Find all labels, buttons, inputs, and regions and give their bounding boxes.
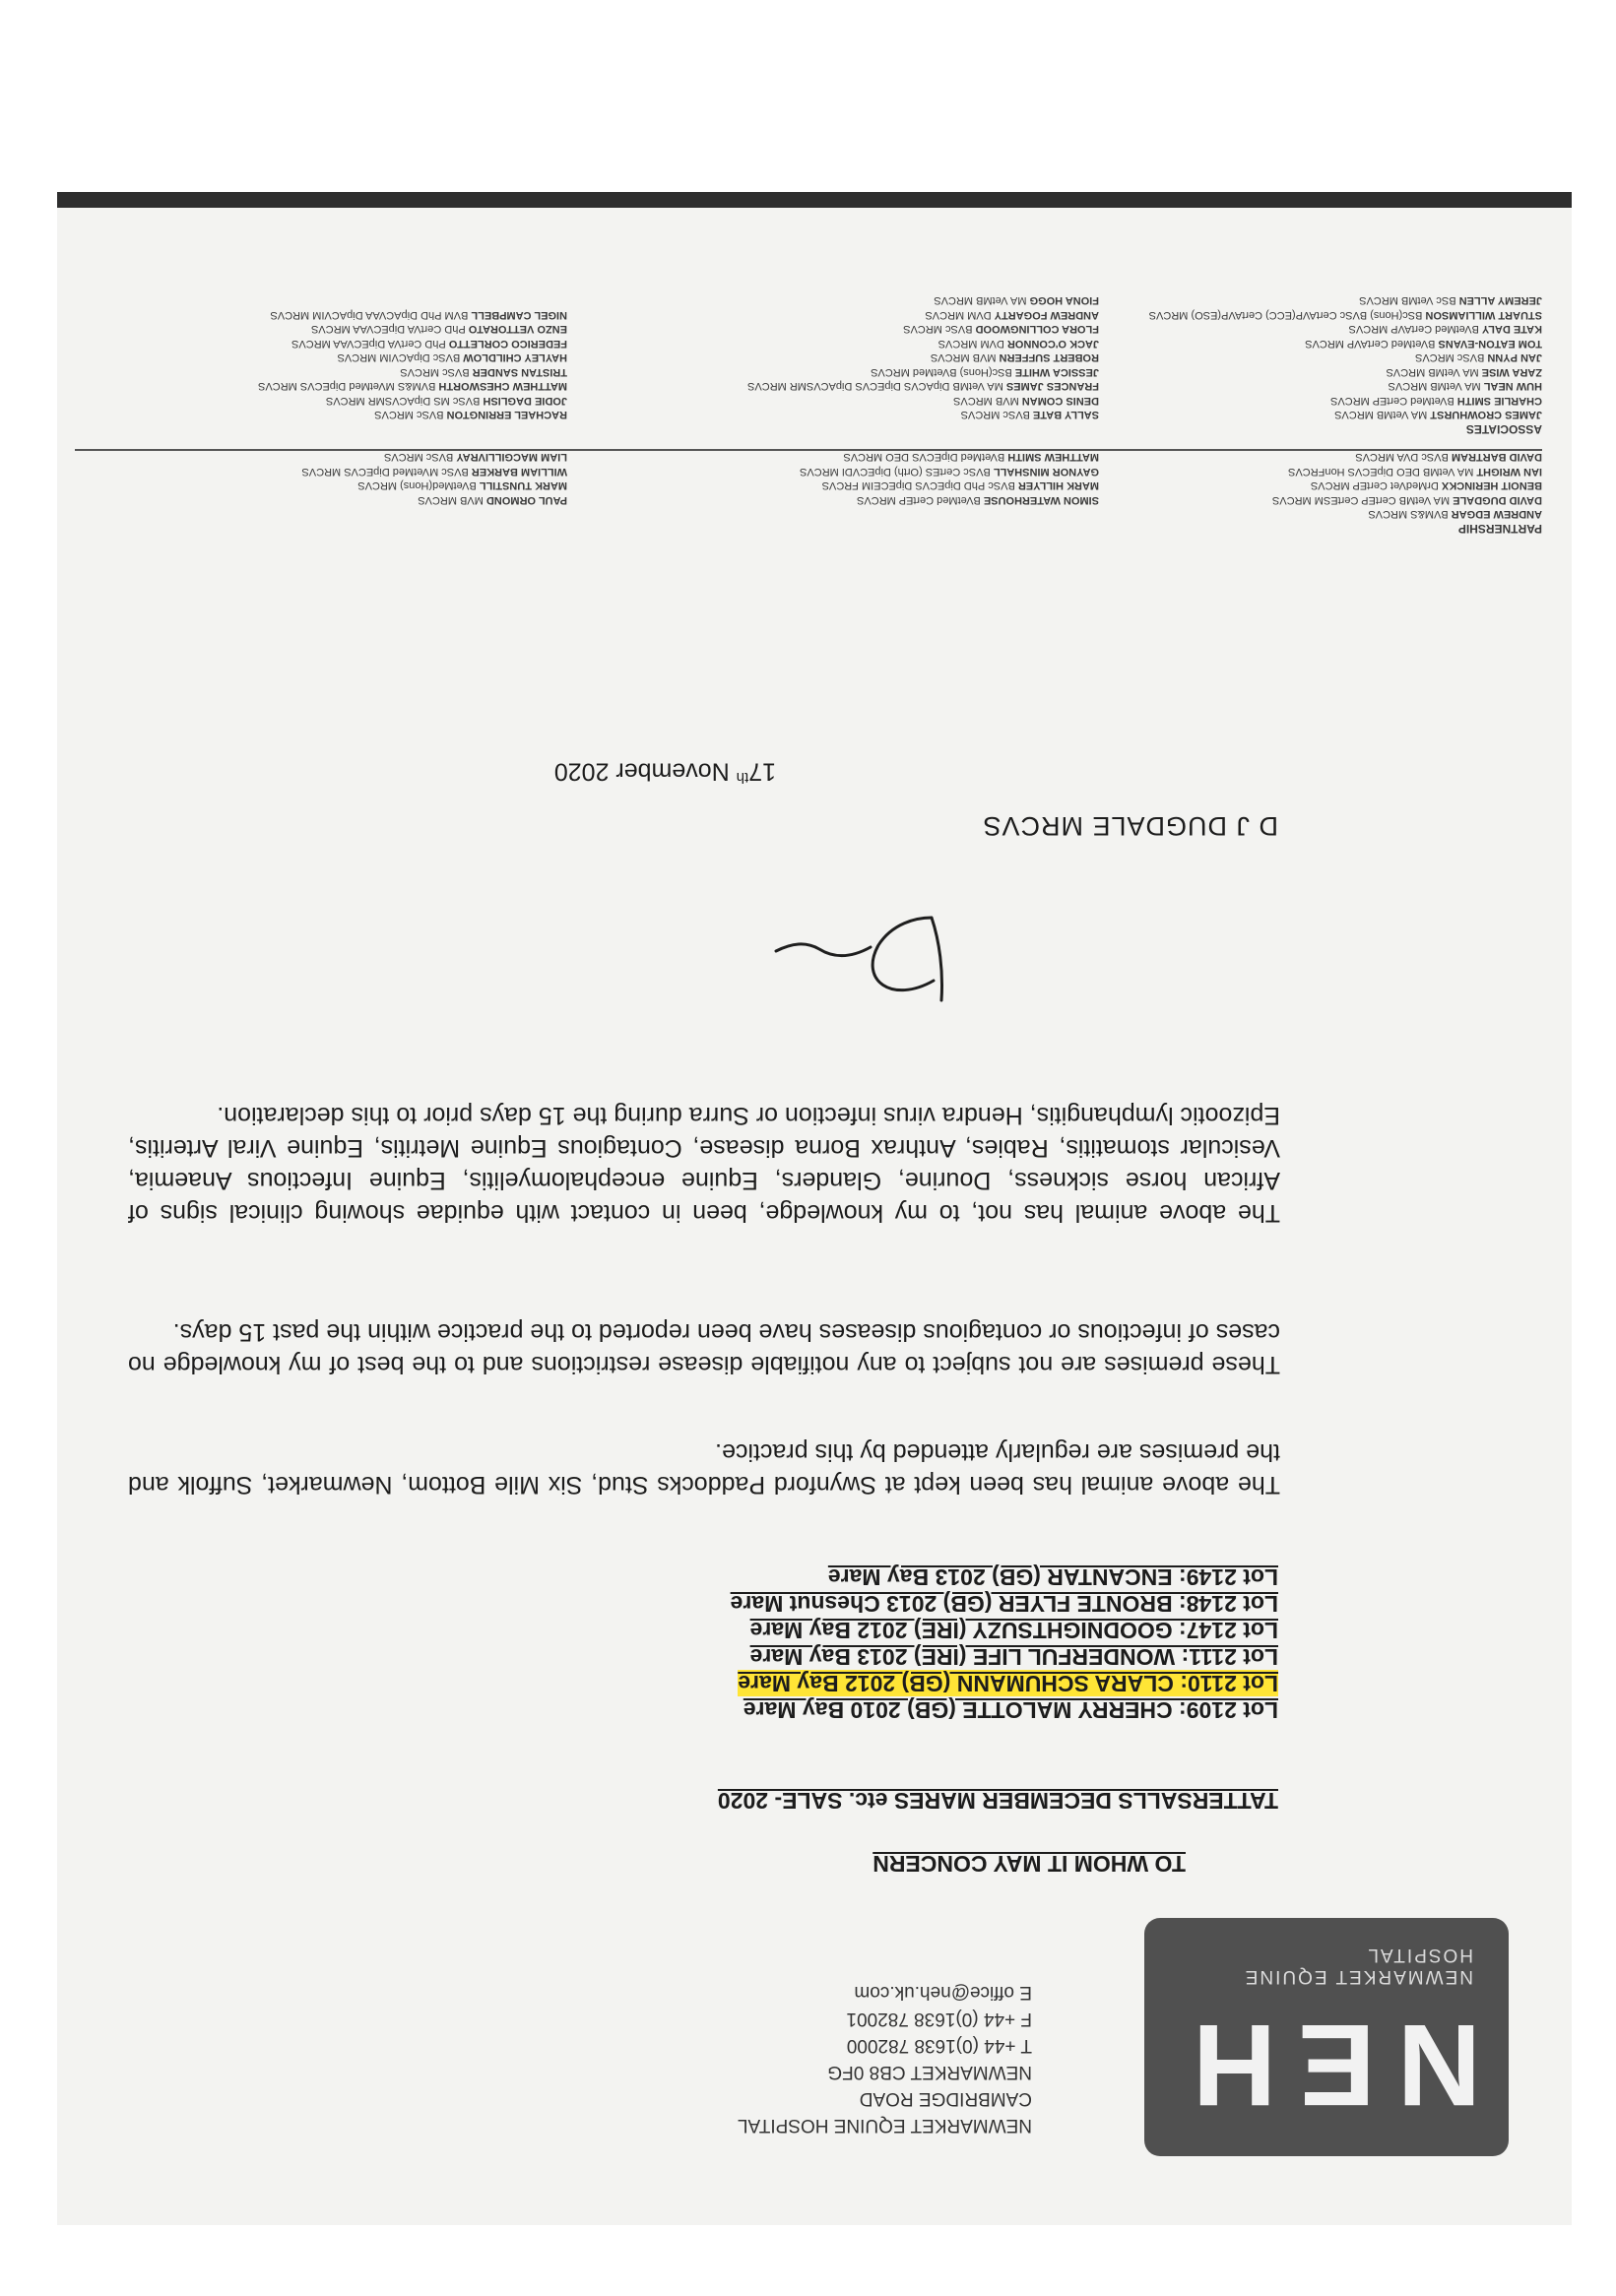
handwritten-signature	[764, 902, 961, 1020]
staff-entry	[1138, 351, 1542, 365]
staff-quals: BVM PhD DipACVAA DipACVIM MRCVS	[270, 309, 469, 321]
address-line: F +44 (0)1638 782001	[846, 2009, 1032, 2029]
staff-entry	[114, 478, 567, 493]
address-line: T +44 (0)1638 782000	[846, 2035, 1032, 2056]
staff-entry	[1138, 493, 1542, 508]
staff-quals: MA VetMB MRCVS	[1334, 409, 1428, 421]
staff-quals: BVetMed CertAVP MRCVS	[1305, 338, 1436, 350]
hospital-address	[738, 1979, 1032, 2138]
staff-entry	[1138, 293, 1542, 308]
staff-entry	[607, 322, 1099, 337]
staff-entry	[607, 365, 1099, 380]
staff-name: RACHAEL ERRINGTON	[446, 409, 567, 421]
staff-quals: BVSc CertES (Orth) DipECVDI MRCVS	[800, 466, 991, 478]
address-line: E office@neh.uk.com	[854, 1982, 1032, 2003]
staff-quals: MA VetMB CertEP CertESM MRCVS	[1271, 494, 1451, 506]
associates-column	[1138, 293, 1542, 422]
staff-name: HUW NEAL	[1483, 380, 1542, 393]
staff-entry	[114, 379, 567, 394]
staff-name: ANDREW EDGAR	[1451, 508, 1542, 521]
staff-entry	[1138, 478, 1542, 493]
premises-paragraph: The above animal has been kept at Swynford Paddocks Stud, Six Mile Bottom, Newmarket, Suffolk and the premises are regularly attended by this practice.	[128, 1438, 1280, 1499]
staff-entry	[114, 493, 567, 508]
staff-name: MARK TUNSTILL	[479, 479, 567, 492]
address-line: CAMBRIDGE ROAD	[859, 2088, 1032, 2109]
staff-name: JACK O'CONNOR	[1006, 338, 1099, 350]
staff-entry	[1138, 408, 1542, 422]
staff-entry	[114, 450, 567, 465]
staff-name: FIONA HOGG	[1029, 294, 1099, 307]
staff-entry	[114, 465, 567, 479]
partners-column	[114, 450, 567, 522]
lot-item: Lot 2147: GOODNIGHTSUZY (IRE) 2012 Bay Mare	[749, 1618, 1278, 1643]
staff-quals: BVM&S MVetMed DipECVS MRCVS	[258, 380, 436, 393]
staff-entry	[607, 493, 1099, 508]
staff-entry	[607, 478, 1099, 493]
address-line: NEWMARKET CB8 0FG	[827, 2062, 1032, 2082]
staff-entry	[1138, 365, 1542, 380]
staff-name: LIAM MACGILLIVRAY	[456, 451, 567, 464]
staff-entry	[1138, 308, 1542, 323]
staff-name: FLORA COLLINGWOOD	[975, 323, 1099, 336]
staff-entry	[114, 337, 567, 351]
staff-quals: BVSc MVetMed DipECVS MRCVS	[301, 466, 469, 478]
staff-quals: BVSc DVA MRCVS	[1355, 451, 1449, 464]
staff-entry	[114, 365, 567, 380]
staff-quals: BVetMed DipECVS DEO MRCVS	[843, 451, 1005, 464]
staff-name: ZARA WISE	[1481, 366, 1542, 378]
partners-column	[607, 450, 1099, 522]
staff-name: ANDREW FOGARTY	[994, 309, 1099, 321]
logo-mark: NEH	[1170, 2000, 1481, 2130]
neh-logo	[1144, 1918, 1509, 2156]
sale-title: TATTERSALLS DECEMBER MARES etc. SALE- 2020	[717, 1788, 1278, 1814]
staff-quals: BVSc MRCVS	[374, 409, 444, 421]
staff-entry	[607, 293, 1099, 308]
staff-quals: MA VetMB MRCVS	[934, 294, 1027, 307]
lot-item: Lot 2149: ENCANTAR (GB) 2013 Bay Mare	[827, 1564, 1278, 1590]
staff-entry	[114, 351, 567, 365]
staff-name: TOM EATON-EVANS	[1438, 338, 1542, 350]
logo-subtitle: NEWMARKET EQUINE HOSPITAL	[1243, 1945, 1473, 1987]
staff-name: FRANCES JAMES	[1005, 380, 1099, 393]
staff-name: KATE DALY	[1481, 323, 1542, 336]
staff-entry	[1138, 465, 1542, 479]
staff-name: HAYLEY CHILDLOW	[463, 351, 567, 364]
staff-quals: BVSc MRCVS	[903, 323, 973, 336]
date-rest: November 2020	[553, 757, 737, 786]
staff-quals: BSc VetMB MRCVS	[1359, 294, 1456, 307]
staff-quals: MVB MRCVS	[418, 494, 484, 506]
staff-quals: BVSc PhD DipECVS DipECEIM FRCVS	[821, 479, 1015, 492]
staff-divider	[75, 449, 1542, 451]
staff-quals: BSc(Hons) BVSc CertAVP(ECC) CertAVP(ESO) MRCVS	[1148, 309, 1423, 321]
scan-edge-bar	[57, 192, 1572, 208]
contact-declaration-paragraph: The above animal has not, to my knowledge, been in contact with equidae showing clinical signs of African horse sickness, Dourine, Glanders, Equine encephalomyelitis, Equine Infectious Anaemia, Vesicular stomatitis, Rabies, Anthrax Borna disease, Contagious Equine Metritis, Equine Viral Arteritis, Epizootic lymphangitis, Hendra virus infection or Surra during the 15 days prior to this declaration.	[128, 1102, 1280, 1227]
associates-column	[607, 293, 1099, 422]
staff-name: NIGEL CAMPBELL	[471, 309, 567, 321]
staff-entry	[607, 308, 1099, 323]
staff-name: STUART WILLIAMSON	[1425, 309, 1542, 321]
staff-quals: MVB MRCVS	[930, 351, 997, 364]
staff-name: DAVID DUGDALE	[1453, 494, 1542, 506]
staff-name: WILLIAM BARKER	[471, 466, 567, 478]
address-line: NEWMARKET EQUINE HOSPITAL	[737, 2115, 1032, 2136]
date-suffix: th	[736, 769, 749, 786]
staff-name: IAN WRIGHT	[1476, 466, 1542, 478]
staff-name: DAVID BARTRAM	[1451, 451, 1542, 464]
staff-entry	[114, 308, 567, 323]
date-day: 17	[748, 757, 776, 786]
staff-quals: BVSc MS DipACVSMR MRCVS	[325, 395, 481, 407]
staff-quals: BVSc MRCVS	[960, 409, 1030, 421]
associates-label: ASSOCIATES	[1465, 422, 1542, 436]
staff-list	[75, 293, 1542, 536]
staff-name: JODIE DAGLISH	[483, 395, 567, 407]
staff-entry	[114, 408, 567, 422]
staff-entry	[607, 394, 1099, 409]
staff-quals: PhD CertVA DipECVAA MRCVS	[291, 338, 446, 350]
staff-name: CHARLIE SMITH	[1456, 395, 1542, 407]
partnership-label: PARTNERSHIP	[1457, 522, 1542, 536]
associates-column	[114, 293, 567, 422]
staff-quals: DVM MRCVS	[937, 338, 1004, 350]
staff-name: PAUL ORMOND	[485, 494, 567, 506]
staff-quals: BVSc MRCVS	[1415, 351, 1485, 364]
staff-quals: BVetMed CertAVP MRCVS	[1348, 323, 1479, 336]
staff-entry	[607, 337, 1099, 351]
staff-quals: BVSc MRCVS	[383, 451, 454, 464]
staff-name: MATTHEW CHESWORTH	[438, 380, 567, 393]
staff-entry	[1138, 337, 1542, 351]
staff-entry	[1138, 507, 1542, 522]
letter-page	[57, 208, 1572, 2225]
staff-entry	[607, 465, 1099, 479]
staff-quals: BSc(Hons) BVetMed MRCVS	[871, 366, 1012, 378]
staff-quals: MA VetMB DipACVS DipECVS DipACVSMR MRCVS	[747, 380, 1003, 393]
staff-quals: BVSc DipACVIM MRCVS	[337, 351, 461, 364]
staff-name: JAN PYNN	[1487, 351, 1542, 364]
staff-entry	[607, 379, 1099, 394]
staff-name: BENOIT HERINCKX	[1441, 479, 1542, 492]
staff-quals: PhD CertVA DipECVAA MRCVS	[311, 323, 466, 336]
staff-name: ENZO VETTORATO	[468, 323, 567, 336]
staff-quals: DVM MRCVS	[925, 309, 992, 321]
lot-list	[731, 1563, 1278, 1723]
staff-name: SIMON WATERHOUSE	[983, 494, 1099, 506]
staff-entry	[114, 394, 567, 409]
staff-entry	[607, 450, 1099, 465]
staff-quals: BVetMed CertEP MRCVS	[1330, 395, 1454, 407]
staff-name: MATTHEW SMITH	[1007, 451, 1099, 464]
staff-name: ROBERT SUFFERN	[999, 351, 1099, 364]
staff-entry	[1138, 450, 1542, 465]
signer-name: D J DUGDALE MRCVS	[982, 811, 1278, 841]
staff-entry	[1138, 394, 1542, 409]
staff-quals: MVB MRCVS	[953, 395, 1019, 407]
staff-quals: BVetMed(Hons) MRCVS	[357, 479, 477, 492]
staff-name: GAYNOR MINSHALL	[993, 466, 1099, 478]
staff-name: JAMES CROWHURST	[1430, 409, 1542, 421]
staff-name: MARK HILLYER	[1017, 479, 1099, 492]
staff-entry	[114, 322, 567, 337]
staff-quals: DrMedVet CertEP MRCVS	[1310, 479, 1439, 492]
staff-quals: BVM&S MRCVS	[1368, 508, 1449, 521]
staff-entry	[1138, 322, 1542, 337]
lot-item: Lot 2148: BRONTE FLYER (GB) 2013 Chesnut Mare	[730, 1591, 1278, 1617]
staff-name: FEDERICO CORLETTO	[448, 338, 567, 350]
lot-item-highlighted: Lot 2110: CLARA SCHUMANN (GB) 2012 Bay Mare	[738, 1671, 1278, 1696]
staff-name: TRISTAN SANDER	[472, 366, 567, 378]
staff-quals: MA VetMB DEO DipECVS HonFRCVS	[1288, 466, 1474, 478]
partners-column	[1138, 450, 1542, 522]
staff-name: JESSICA WHITE	[1014, 366, 1099, 378]
letter-heading: TO WHOM IT MAY CONCERN	[873, 1851, 1186, 1877]
staff-name: SALLY BATE	[1032, 409, 1099, 421]
staff-quals: MA VetMB MRCVS	[1386, 366, 1479, 378]
lot-item: Lot 2109: CHERRY MALOTTE (GB) 2010 Bay Mare	[743, 1697, 1278, 1723]
staff-name: JEREMY ALLEN	[1458, 294, 1542, 307]
staff-entry	[607, 408, 1099, 422]
staff-entry	[607, 351, 1099, 365]
staff-quals: BVetMed CertEP MRCVS	[857, 494, 981, 506]
staff-name: DENIS COMAN	[1021, 395, 1099, 407]
letter-date	[554, 757, 776, 786]
disease-restriction-paragraph: These premises are not subject to any notifiable disease restrictions and to the best of my knowledge no cases of infectious or contagious diseases have been reported to the practice within the past 15 days.	[128, 1318, 1280, 1378]
staff-quals: BVSc MRCVS	[400, 366, 470, 378]
lot-item: Lot 2111: WONDERFUL LIFE (IRE) 2013 Bay Mare	[749, 1644, 1278, 1670]
staff-quals: MA VetMB MRCVS	[1388, 380, 1481, 393]
staff-entry	[1138, 379, 1542, 394]
